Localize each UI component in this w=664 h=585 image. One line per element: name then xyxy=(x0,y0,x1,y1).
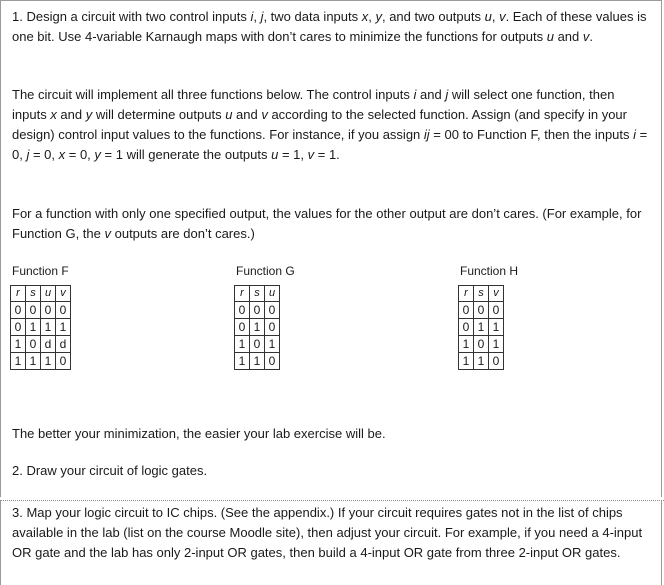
header-cell: s xyxy=(250,286,265,302)
header-cell: u xyxy=(265,286,280,302)
table-cell: 0 xyxy=(26,336,41,353)
table-cell: 0 xyxy=(56,302,71,319)
table-cell: 0 xyxy=(41,302,56,319)
table-cell: 1 xyxy=(459,336,474,353)
table-cell: 0 xyxy=(26,302,41,319)
question-3-text: 3. Map your logic circuit to IC chips. (See the appendix.) If your circuit requires gates not in the list of chips available in the lab (list on the course Moodle site), then adjust your circuit. For example, if you need a 4-input OR gate and the lab has only 2-input OR gates, then build a 4-input OR gate from three 2-input OR gates. xyxy=(12,505,643,560)
header-cell: v xyxy=(56,286,71,302)
table-cell: 0 xyxy=(265,353,280,370)
table-cell: 1 xyxy=(250,353,265,370)
table-cell: 1 xyxy=(11,336,26,353)
table-cell: 1 xyxy=(41,319,56,336)
table-cell: 0 xyxy=(459,319,474,336)
question-1-text: 1. Design a circuit with two control inputs i, j, two data inputs x, y, and two outputs u, v. Each of these values is one bit. Use 4-variable Karnaugh maps with don’t cares to minimize the functions for outputs u and v. xyxy=(12,9,647,44)
table-cell: 1 xyxy=(235,336,250,353)
table-row xyxy=(11,302,71,319)
function-selection-text: The circuit will implement all three functions below. The control inputs i and j will select one function, then inputs x and y will determine outputs u and v according to the selected function. Assign (and specify in your design) control input values to the functions. For instance, if you assign ij = 00 to Function F, then the inputs i = 0, j = 0, x = 0, y = 1 will generate the outputs u = 1, v = 1. xyxy=(12,87,648,162)
table-cell: 0 xyxy=(56,353,71,370)
function-h-table xyxy=(458,285,504,370)
table-row xyxy=(459,336,504,353)
table-cell: 1 xyxy=(56,319,71,336)
table-row xyxy=(235,353,280,370)
header-cell: r xyxy=(459,286,474,302)
table-cell: 1 xyxy=(459,353,474,370)
table-row xyxy=(11,319,71,336)
table-cell: 1 xyxy=(489,336,504,353)
table-row xyxy=(235,319,280,336)
table-cell: 1 xyxy=(41,353,56,370)
header-cell: r xyxy=(235,286,250,302)
table-cell: 0 xyxy=(474,336,489,353)
table-row xyxy=(459,353,504,370)
table-cell: d xyxy=(41,336,56,353)
table-row xyxy=(11,353,71,370)
header-cell: s xyxy=(26,286,41,302)
header-cell: u xyxy=(41,286,56,302)
dont-care-note: For a function with only one specified output, the values for the other output are don’t cares. (For example, for Function G, the v outputs are don’t cares.) xyxy=(12,206,642,241)
table-row xyxy=(11,336,71,353)
minimization-note: The better your minimization, the easier your lab exercise will be. xyxy=(12,426,386,441)
table-cell: 1 xyxy=(265,336,280,353)
table-cell: 1 xyxy=(26,319,41,336)
table-cell: 0 xyxy=(265,319,280,336)
table-cell: 1 xyxy=(250,319,265,336)
table-cell: 1 xyxy=(26,353,41,370)
table-cell: 0 xyxy=(11,302,26,319)
table-cell: 1 xyxy=(11,353,26,370)
table-row xyxy=(459,319,504,336)
table-cell: 0 xyxy=(250,336,265,353)
question-2-text: 2. Draw your circuit of logic gates. xyxy=(12,463,208,478)
header-cell: r xyxy=(11,286,26,302)
table-cell: 0 xyxy=(489,353,504,370)
function-h-title: Function H xyxy=(460,264,519,278)
table-cell: 0 xyxy=(459,302,474,319)
header-cell: v xyxy=(489,286,504,302)
table-cell: 0 xyxy=(489,302,504,319)
table-cell: 0 xyxy=(235,302,250,319)
table-row xyxy=(459,302,504,319)
function-f-table xyxy=(10,285,71,370)
header-cell: s xyxy=(474,286,489,302)
table-cell: 0 xyxy=(235,319,250,336)
table-cell: 0 xyxy=(265,302,280,319)
table-cell: 1 xyxy=(235,353,250,370)
table-row xyxy=(235,336,280,353)
table-cell: 0 xyxy=(250,302,265,319)
table-row xyxy=(235,302,280,319)
function-g-table xyxy=(234,285,280,370)
table-cell: 0 xyxy=(474,302,489,319)
table-cell: 1 xyxy=(489,319,504,336)
table-cell: 0 xyxy=(11,319,26,336)
function-g-title: Function G xyxy=(236,264,295,278)
table-cell: 1 xyxy=(474,319,489,336)
function-f-title: Function F xyxy=(12,264,69,278)
table-cell: d xyxy=(56,336,71,353)
table-cell: 1 xyxy=(474,353,489,370)
